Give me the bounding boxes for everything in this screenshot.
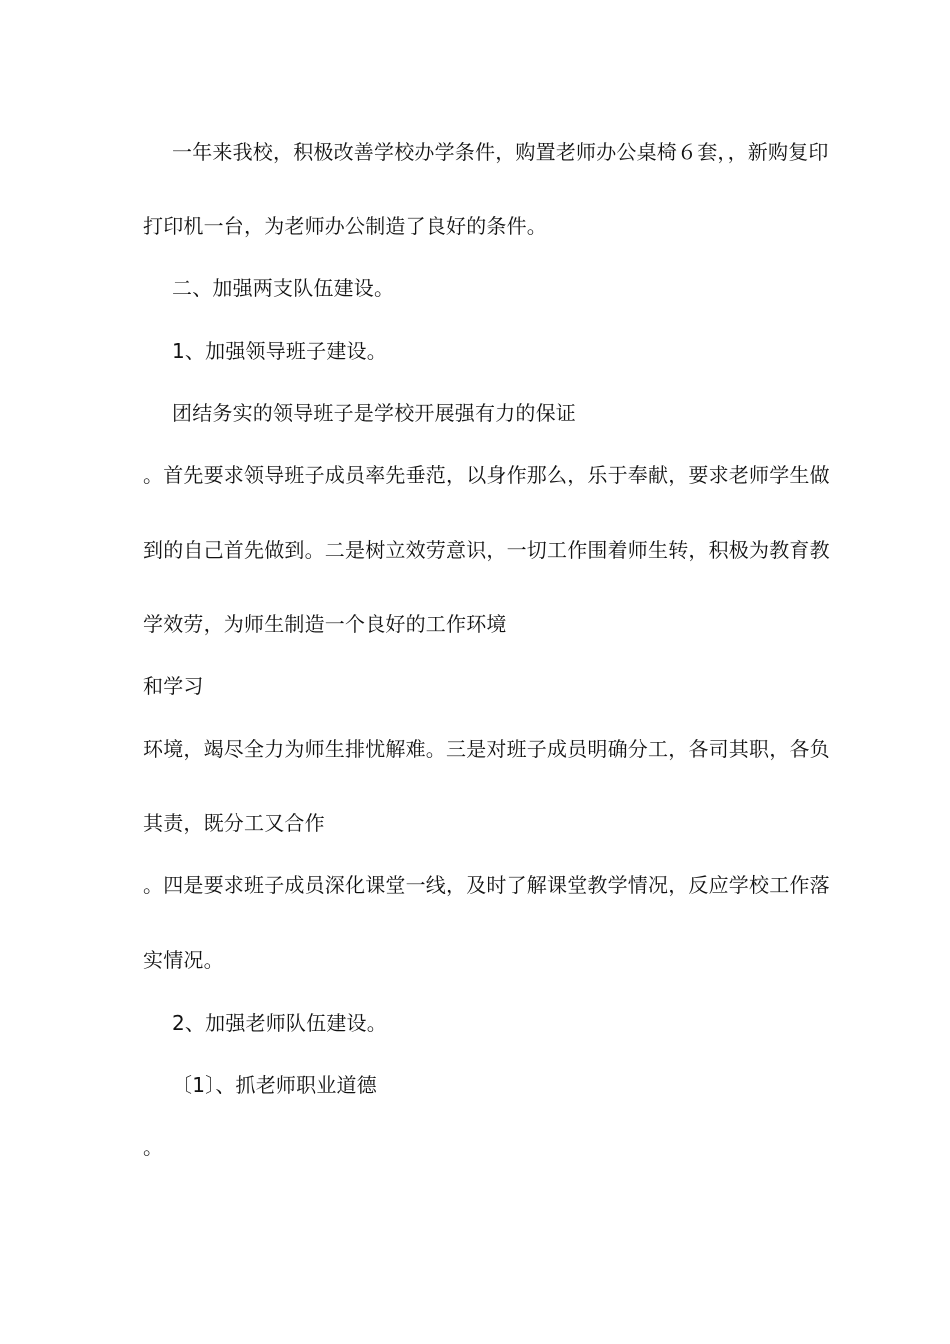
subsection-heading-1: 1、加强领导班子建设。 bbox=[172, 339, 387, 363]
paragraph-line-9: 和学习 bbox=[143, 674, 204, 698]
item-heading-1: 〔1〕、抓老师职业道德 bbox=[172, 1073, 377, 1097]
subsection-heading-2: 2、加强老师队伍建设。 bbox=[172, 1011, 387, 1035]
paragraph-line-6: 。首先要求领导班子成员率先垂范，以身作那么，乐于奉献，要求老师学生做 bbox=[143, 463, 830, 487]
paragraph-line-2: 打印机一台，为老师办公制造了良好的条件。 bbox=[143, 214, 547, 238]
paragraph-line-8: 学效劳，为师生制造一个良好的工作环境 bbox=[143, 612, 507, 636]
paragraph-line-16: 。 bbox=[143, 1135, 164, 1159]
paragraph-line-11: 其责，既分工又合作 bbox=[143, 811, 325, 835]
paragraph-line-10: 环境，竭尽全力为师生排忧解难。三是对班子成员明确分工，各司其职，各负 bbox=[143, 737, 830, 761]
paragraph-line-12: 。四是要求班子成员深化课堂一线，及时了解课堂教学情况，反应学校工作落 bbox=[143, 873, 830, 897]
paragraph-line-13: 实情况。 bbox=[143, 948, 224, 972]
paragraph-line-7: 到的自己首先做到。二是树立效劳意识，一切工作围着师生转，积极为教育教 bbox=[143, 538, 830, 562]
section-heading-2: 二、加强两支队伍建设。 bbox=[172, 276, 395, 300]
paragraph-line-5: 团结务实的领导班子是学校开展强有力的保证 bbox=[172, 401, 576, 425]
paragraph-line-1: 一年来我校，积极改善学校办学条件，购置老师办公桌椅６套，，新购复印 bbox=[172, 140, 829, 164]
